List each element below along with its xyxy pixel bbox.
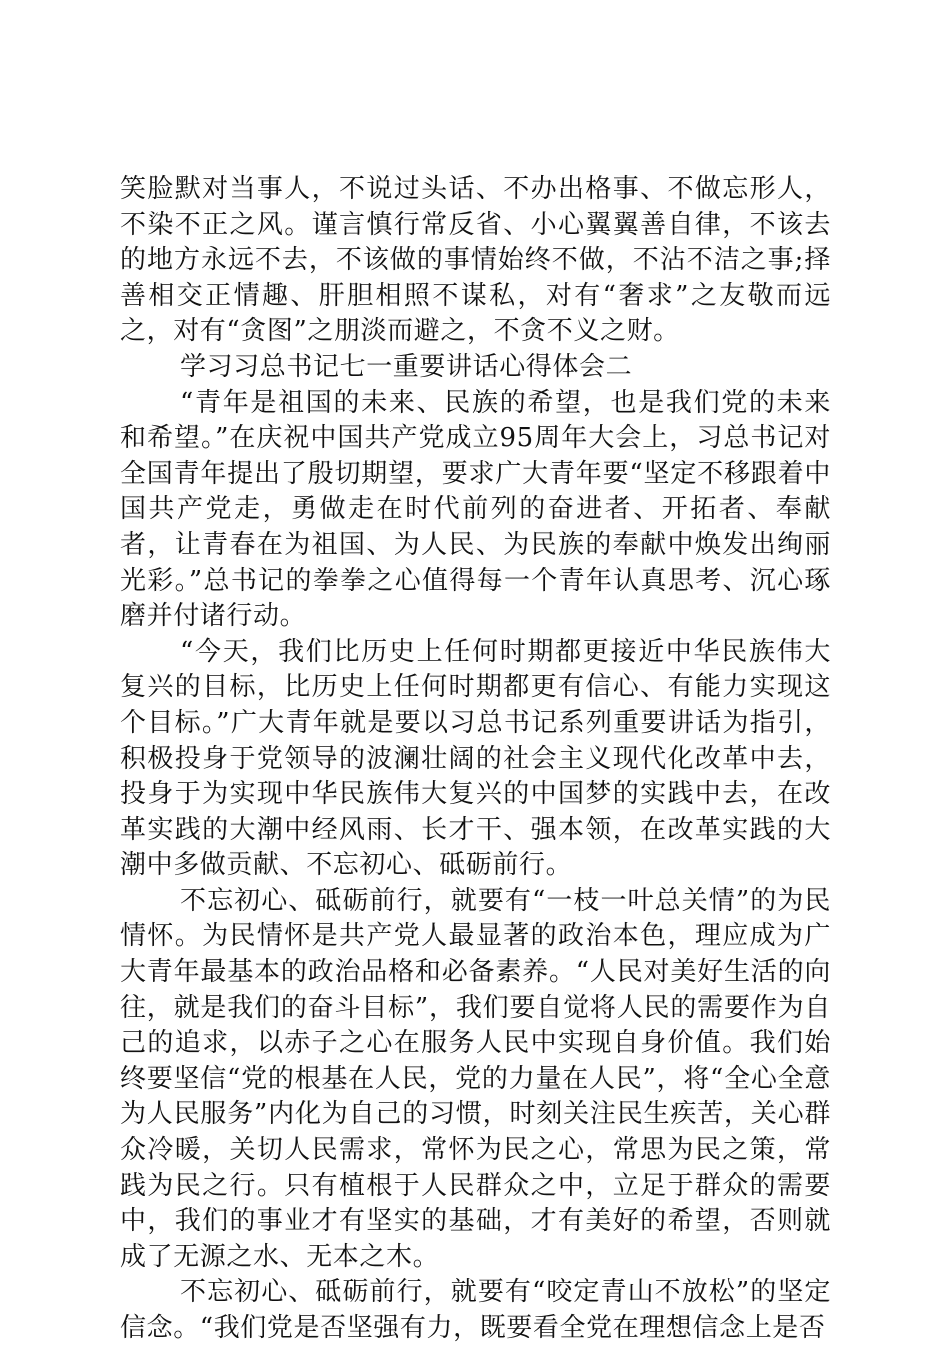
section-heading: 学习习总书记七一重要讲话心得体会二 <box>180 351 633 382</box>
document-body <box>120 172 831 1347</box>
paragraph-continuation: 笑脸默对当事人，不说过头话、不办出格事、不做忘形人，不染不正之风。谨言慎行常反省、小心翼翼善自律，不该去的地方永远不去，不该做的事情始终不做，不沾不洁之事;择善相交正情趣、肝胆相照不谋私，对有“奢求”之友敬而远之，对有“贪图”之朋淡而避之，不贪不义之财。 <box>120 174 831 347</box>
paragraph-people-sentiment: 不忘初心、砥砺前行，就要有“一枝一叶总关情”的为民情怀。为民情怀是共产党人最显著的政治本色，理应成为广大青年最基本的政治品格和必备素养。“人民对美好生活的向往，就是我们的奋斗目标”，我们要自觉将人民的需要作为自己的追求，以赤子之心在服务人民中实现自身价值。我们始终要坚信“党的根基在人民，党的力量在人民”，将“全心全意为人民服务”内化为自己的习惯，时刻关注民生疾苦，关心群众冷暖，关切人民需求，常怀为民之心，常思为民之策，常践为民之行。只有植根于人民群众之中，立足于群众的需要中，我们的事业才有坚实的基础，才有美好的希望，否则就成了无源之水、无本之木。 <box>120 885 831 1272</box>
paragraph-firm-belief: 不忘初心、砥砺前行，就要有“咬定青山不放松”的坚定信念。“我们党是否坚强有力，既要看全党在理想信念上是否 <box>120 1277 831 1343</box>
paragraph-youth-hope: “青年是祖国的未来、民族的希望，也是我们党的未来和希望。”在庆祝中国共产党成立95周年大会上，习总书记对全国青年提出了殷切期望，要求广大青年要“坚定不移跟着中国共产党走，勇做走在时代前列的奋进者、开拓者、奉献者，让青春在为祖国、为人民、为民族的奉献中焕发出绚丽光彩。”总书记的拳拳之心值得每一个青年认真思考、沉心琢磨并付诸行动。 <box>120 387 831 632</box>
paragraph-rejuvenation: “今天，我们比历史上任何时期都更接近中华民族伟大复兴的目标，比历史上任何时期都更有信心、有能力实现这个目标。”广大青年就是要以习总书记系列重要讲话为指引，积极投身于党领导的波澜壮阔的社会主义现代化改革中去，投身于为实现中华民族伟大复兴的中国梦的实践中去，在改革实践的大潮中经风雨、长才干、强本领，在改革实践的大潮中多做贡献、不忘初心、砥砺前行。 <box>120 636 831 881</box>
